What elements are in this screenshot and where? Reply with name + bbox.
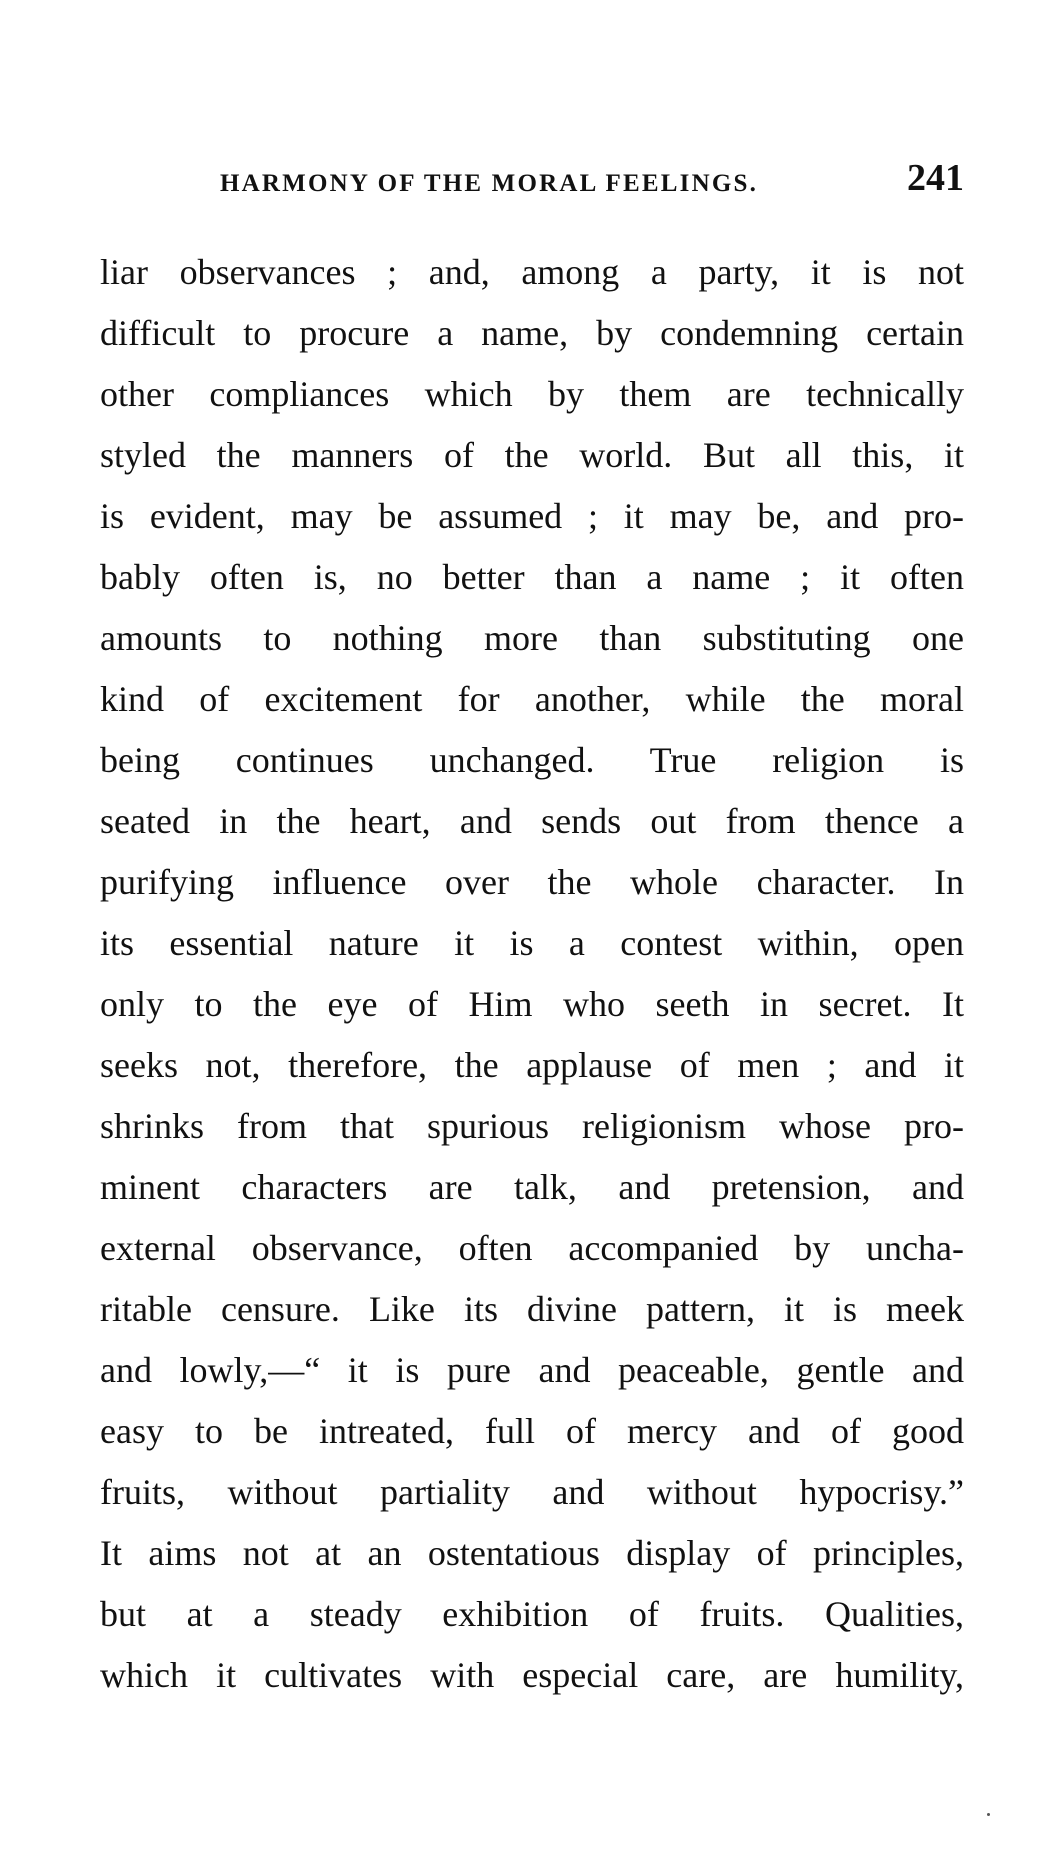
ink-speck xyxy=(987,1813,990,1816)
text-line: ritable censure. Like its divine pattern, it is meek xyxy=(100,1289,964,1329)
text-line: shrinks from that spurious religionism whose pro- xyxy=(100,1106,964,1146)
text-line: kind of excitement for another, while the moral xyxy=(100,679,964,719)
text-line: but at a steady exhibition of fruits. Qualities, xyxy=(100,1594,964,1634)
text-line: bably often is, no better than a name ; it often xyxy=(100,557,964,597)
text-line: its essential nature it is a contest within, open xyxy=(100,923,964,963)
text-line: seeks not, therefore, the applause of men ; and it xyxy=(100,1045,964,1085)
text-line: minent characters are talk, and pretension, and xyxy=(100,1167,964,1207)
text-line: other compliances which by them are technically xyxy=(100,374,964,414)
text-line: seated in the heart, and sends out from thence a xyxy=(100,801,964,841)
text-line: purifying influence over the whole character. In xyxy=(100,862,964,902)
text-line: fruits, without partiality and without hypocrisy.” xyxy=(100,1472,964,1512)
text-line: difficult to procure a name, by condemning certain xyxy=(100,313,964,353)
body-text xyxy=(100,242,964,1706)
text-line: styled the manners of the world. But all this, it xyxy=(100,435,964,475)
text-line: amounts to nothing more than substituting one xyxy=(100,618,964,658)
text-line: easy to be intreated, full of mercy and of good xyxy=(100,1411,964,1451)
text-line: which it cultivates with especial care, are humility, xyxy=(100,1655,964,1695)
text-line: liar observances ; and, among a party, it is not xyxy=(100,252,964,292)
text-line: is evident, may be assumed ; it may be, and pro- xyxy=(100,496,964,536)
text-line: and lowly,—“ it is pure and peaceable, gentle and xyxy=(100,1350,964,1390)
running-title: HARMONY OF THE MORAL FEELINGS. xyxy=(220,170,759,197)
running-head xyxy=(100,156,964,206)
text-line: being continues unchanged. True religion is xyxy=(100,740,964,780)
text-line: It aims not at an ostentatious display of principles, xyxy=(100,1533,964,1573)
text-line: only to the eye of Him who seeth in secret. It xyxy=(100,984,964,1024)
text-line: external observance, often accompanied by uncha- xyxy=(100,1228,964,1268)
page-number: 241 xyxy=(907,157,964,199)
